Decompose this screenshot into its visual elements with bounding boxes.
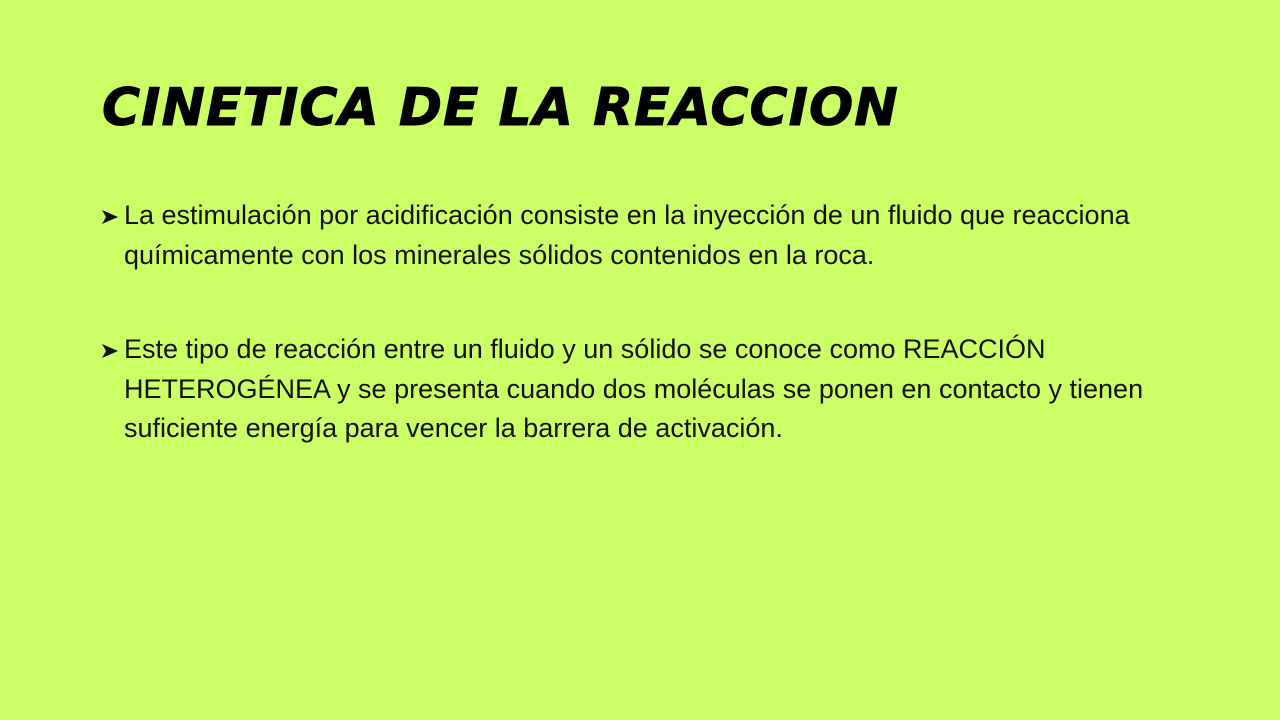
slide-title: CINETICA DE LA REACCION <box>102 78 899 138</box>
arrowhead-bullet-icon <box>102 344 118 358</box>
bullet-list <box>102 196 1192 449</box>
bullet-item <box>102 196 1192 275</box>
arrowhead-bullet-icon <box>102 210 118 224</box>
bullet-item <box>102 330 1192 449</box>
bullet-text: Este tipo de reacción entre un fluido y un sólido se conoce como REACCIÓN HETEROGÉNEA y se presenta cuando dos moléculas se ponen en contacto y tienen suficiente energía para vencer la barrera de activación. <box>124 334 1144 443</box>
bullet-text: La estimulación por acidificación consiste en la inyección de un fluido que reacciona químicamente con los minerales sólidos contenidos en la roca. <box>124 200 1130 270</box>
